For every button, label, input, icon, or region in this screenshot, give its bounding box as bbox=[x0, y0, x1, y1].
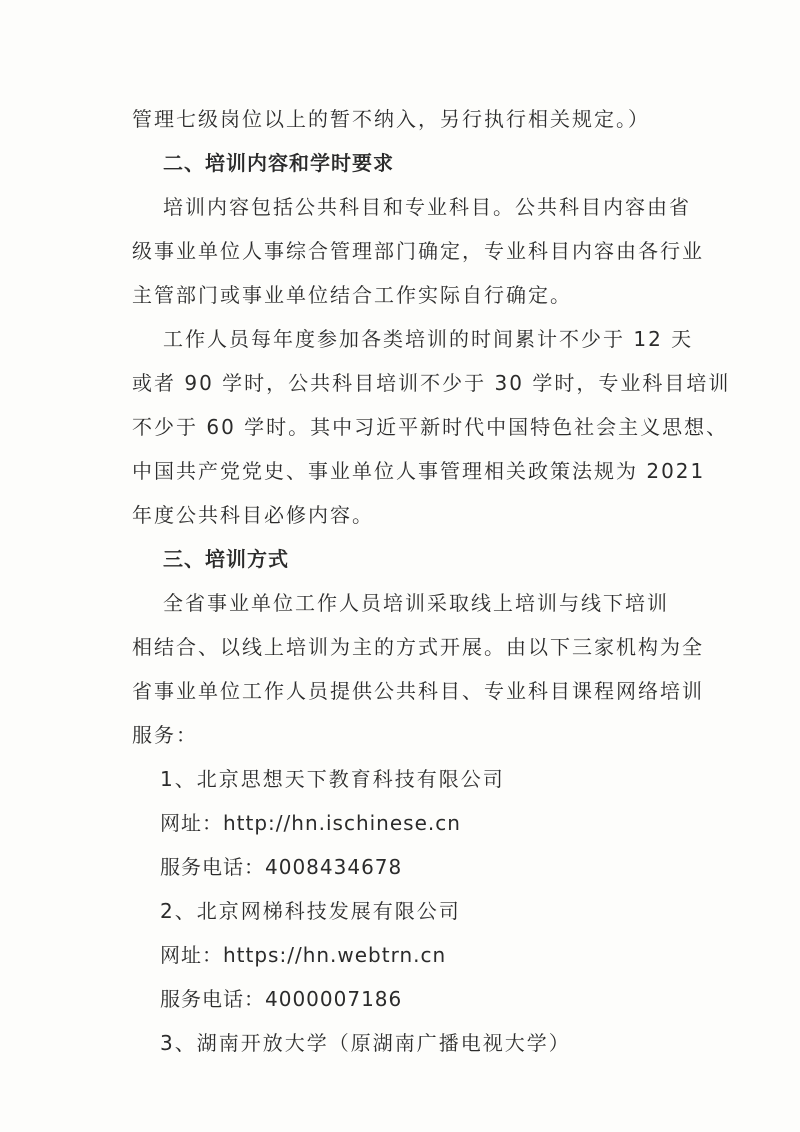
org-2-name: 2、北京网梯科技发展有限公司 bbox=[160, 899, 461, 923]
paragraph-line: 主管部门或事业单位结合工作实际自行确定。 bbox=[132, 283, 572, 307]
paragraph-line: 年度公共科目必修内容。 bbox=[132, 503, 374, 527]
paragraph-line: 不少于 60 学时。其中习近平新时代中国特色社会主义思想、 bbox=[132, 415, 729, 439]
paragraph-line: 相结合、以线上培训为主的方式开展。由以下三家机构为全 bbox=[132, 635, 704, 659]
paragraph-line: 服务： bbox=[132, 723, 198, 747]
org-2-phone: 服务电话：4000007186 bbox=[160, 987, 403, 1011]
paragraph-line: 级事业单位人事综合管理部门确定，专业科目内容由各行业 bbox=[132, 239, 704, 263]
org-1-phone: 服务电话：4008434678 bbox=[160, 855, 403, 879]
paragraph-line: 或者 90 学时，公共科目培训不少于 30 学时，专业科目培训 bbox=[132, 371, 731, 395]
paragraph-line: 全省事业单位工作人员培训采取线上培训与线下培训 bbox=[163, 591, 669, 615]
org-1-url: 网址：http://hn.ischinese.cn bbox=[160, 811, 461, 835]
org-3-name: 3、湖南开放大学（原湖南广播电视大学） bbox=[160, 1031, 571, 1055]
paragraph-line: 工作人员每年度参加各类培训的时间累计不少于 12 天 bbox=[163, 327, 694, 351]
section-heading-training-content: 二、培训内容和学时要求 bbox=[163, 151, 394, 175]
org-1-name: 1、北京思想天下教育科技有限公司 bbox=[160, 767, 505, 791]
section-heading-training-method: 三、培训方式 bbox=[163, 547, 289, 571]
paragraph-line: 省事业单位工作人员提供公共科目、专业科目课程网络培训 bbox=[132, 679, 704, 703]
paragraph-line: 中国共产党党史、事业单位人事管理相关政策法规为 2021 bbox=[132, 459, 706, 483]
text-line: 管理七级岗位以上的暂不纳入，另行执行相关规定。） bbox=[132, 107, 650, 131]
org-2-url: 网址：https://hn.webtrn.cn bbox=[160, 943, 447, 967]
paragraph-line: 培训内容包括公共科目和专业科目。公共科目内容由省 bbox=[163, 195, 691, 219]
